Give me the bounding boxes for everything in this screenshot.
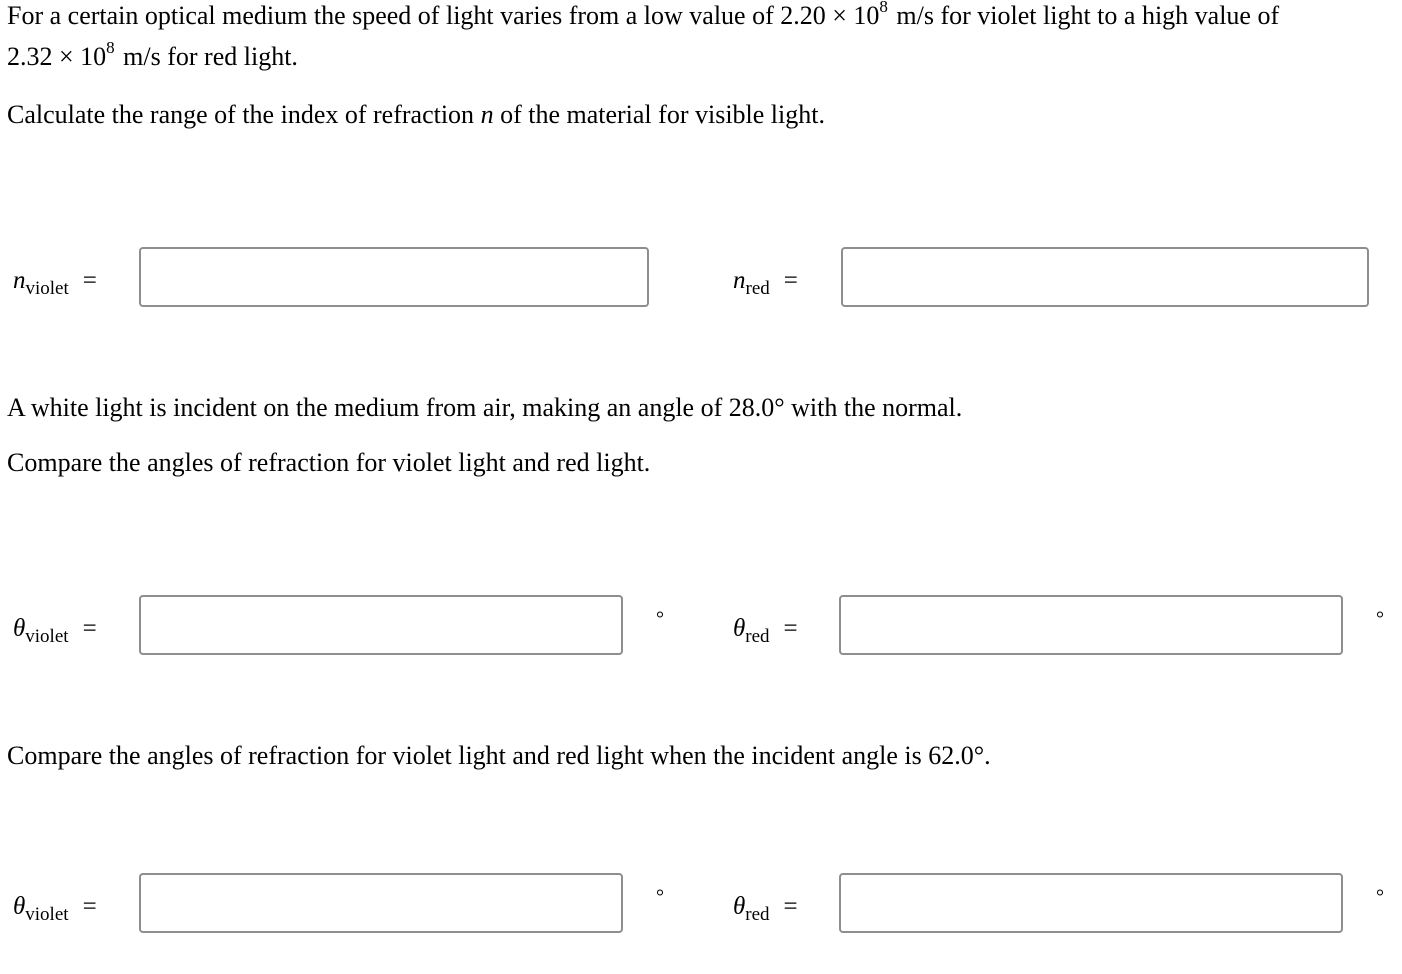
theta-62-answer-row	[0, 873, 1402, 939]
part2-statement: A white light is incident on the medium from air, making an angle of 28.0° with the normal.	[7, 393, 963, 422]
theta-28-answer-row	[0, 595, 1402, 661]
theta-red-62-input[interactable]	[839, 873, 1343, 933]
degree-unit: °	[656, 886, 664, 908]
n-answer-row	[0, 247, 1402, 313]
theta-violet-62-label: $\theta_{violet}$ =	[13, 893, 97, 925]
intro-line-2: $2.32 \times 10^8$ m/s for red light.	[7, 38, 298, 71]
n-violet-input[interactable]	[139, 247, 649, 307]
theta-red-28-label: $\theta_{red}$ =	[733, 615, 798, 647]
theta-red-62-label: $\theta_{red}$ =	[733, 893, 798, 925]
intro-line-1: For a certain optical medium the speed of light varies from a low value of $2.20 \times 10^8$ m/s for violet light to a high value of	[7, 0, 1280, 30]
part3-question: Compare the angles of refraction for violet light and red light when the incident angle is 62.0°.	[7, 741, 991, 770]
part2-question: Compare the angles of refraction for violet light and red light.	[7, 448, 651, 477]
theta-violet-28-label: $\theta_{violet}$ =	[13, 615, 97, 647]
n-violet-label: $n_{violet}$ =	[13, 267, 97, 299]
theta-red-28-input[interactable]	[839, 595, 1343, 655]
n-red-label: $n_{red}$ =	[733, 267, 798, 299]
degree-unit: °	[1376, 886, 1384, 908]
degree-unit: °	[656, 608, 664, 630]
n-red-input[interactable]	[841, 247, 1369, 307]
theta-violet-28-input[interactable]	[139, 595, 623, 655]
theta-violet-62-input[interactable]	[139, 873, 623, 933]
degree-unit: °	[1376, 608, 1384, 630]
question-1: Calculate the range of the index of refraction n of the material for visible light.	[7, 100, 825, 129]
